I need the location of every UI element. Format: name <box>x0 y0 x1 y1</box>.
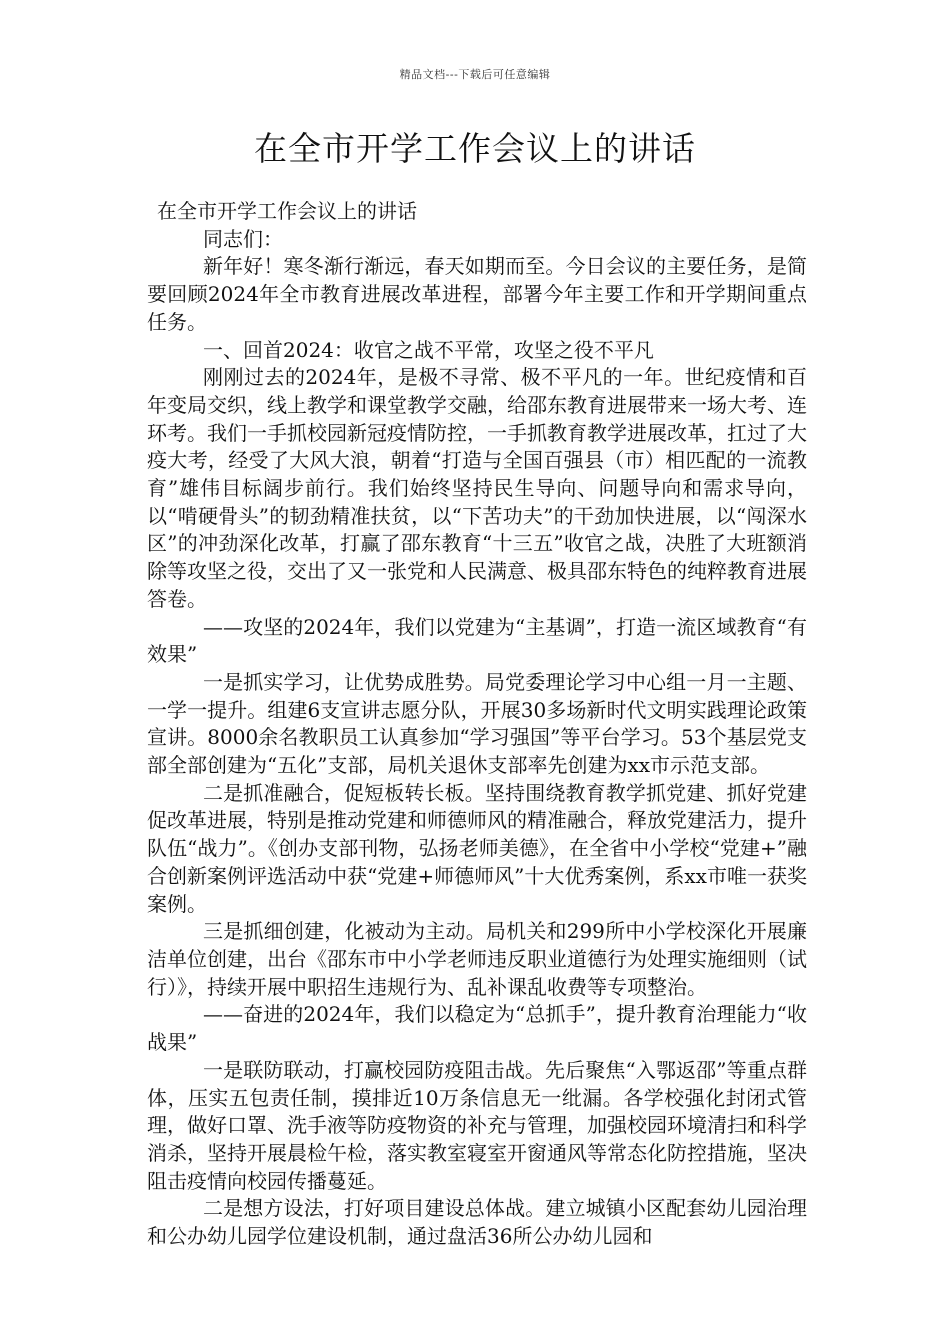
document-body <box>147 198 807 1251</box>
page-title: 在全市开学工作会议上的讲话 <box>254 129 696 168</box>
body-paragraph: 三是抓细创建，化被动为主动。局机关和299所中小学校深化开展廉洁单位创建，出台《邵东市中小学老师违反职业道德行为处理实施细则（试行）》，持续开展中职招生违规行为、乱补课乱收费等专项整治。 <box>147 919 807 999</box>
body-paragraph: 新年好！寒冬渐行渐远，春天如期而至。今日会议的主要任务，是简要回顾2024年全市教育进展改革进程，部署今年主要工作和开学期间重点任务。 <box>147 254 807 334</box>
subtitle-paragraph: 在全市开学工作会议上的讲话 <box>157 199 417 223</box>
subsection-heading: ——攻坚的2024年，我们以党建为“主基调”，打造一流区域教育“有效果” <box>147 614 807 667</box>
body-paragraph: 一是抓实学习，让优势成胜势。局党委理论学习中心组一月一主题、一学一提升。组建6支宣讲志愿分队，开展30多场新时代文明实践理论政策宣讲。8000余名教职员工认真参加“学习强国”等平台学习。53个基层党支部全部创建为“五化”支部，局机关退休支部率先创建为xx市示范支部。 <box>147 669 807 778</box>
body-paragraph: 一是联防联动，打赢校园防疫阻击战。先后聚焦“入鄂返邵”等重点群体，压实五包责任制，摸排近10万条信息无一纰漏。各学校强化封闭式管理，做好口罩、洗手液等防疫物资的补充与管理，加强校园环境清扫和科学消杀，坚持开展晨检午检，落实教室寝室开窗通风等常态化防控措施，坚决阻击疫情向校园传播蔓延。 <box>147 1057 807 1193</box>
section-heading: 一、回首2024：收官之战不平常，攻坚之役不平凡 <box>203 337 654 362</box>
body-paragraph: 刚刚过去的2024年，是极不寻常、极不平凡的一年。世纪疫情和百年变局交织，线上教学和课堂教学交融，给邵东教育进展带来一场大考、连环考。我们一手抓校园新冠疫情防控，一手抓教育教学进展改革，扛过了大疫大考，经受了大风大浪，朝着“打造与全国百强县（市）相匹配的一流教育”雄伟目标阔步前行。我们始终坚持民生导向、问题导向和需求导向，以“啃硬骨头”的韧劲精准扶贫，以“下苦功夫”的干劲加快进展，以“闯深水区”的冲劲深化改革，打赢了邵东教育“十三五”收官之战，决胜了大班额消除等攻坚之役，交出了又一张党和人民满意、极具邵东特色的纯粹教育进展答卷。 <box>147 365 807 611</box>
salutation-paragraph: 同志们： <box>203 226 283 251</box>
header-note: 精品文档---下载后可任意编辑 <box>399 68 551 81</box>
body-paragraph: 二是抓准融合，促短板转长板。坚持围绕教育教学抓党建、抓好党建促改革进展，特别是推动党建和师德师风的精准融合，释放党建活力，提升队伍“战力”。《创办支部刊物，弘扬老师美德》，在全省中小学校“党建+”融合创新案例评选活动中获“党建+师德师风”十大优秀案例，系xx市唯一获奖案例。 <box>147 780 807 916</box>
body-paragraph: 二是想方设法，打好项目建设总体战。建立城镇小区配套幼儿园治理和公办幼儿园学位建设机制，通过盘活36所公办幼儿园和 <box>147 1196 807 1249</box>
subsection-heading: ——奋进的2024年，我们以稳定为“总抓手”，提升教育治理能力“收战果” <box>147 1002 807 1055</box>
